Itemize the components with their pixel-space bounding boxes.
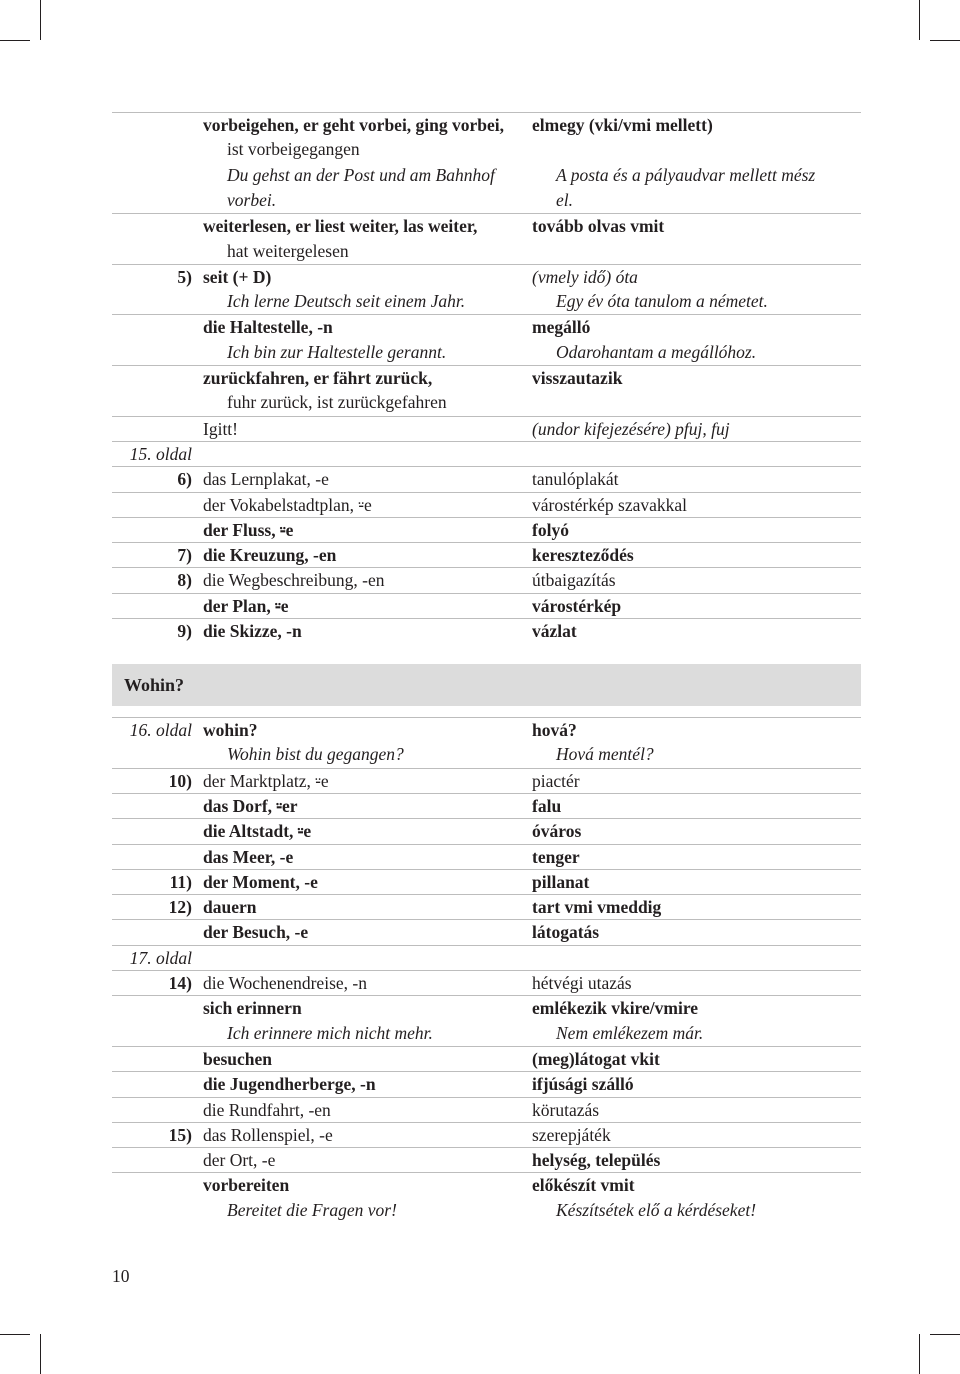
- hungarian-translation: várostérkép szavakkal: [532, 494, 687, 515]
- hungarian-translation: Készítsétek elő a kérdéseket!: [556, 1199, 757, 1220]
- german-term: der Ort, -e: [203, 1150, 276, 1171]
- hungarian-translation: pillanat: [532, 871, 590, 892]
- hungarian-translation: Egy év óta tanulom a németet.: [556, 291, 768, 312]
- hungarian-translation: ifjúsági szálló: [532, 1074, 634, 1095]
- german-term: die Haltestelle, -n: [203, 317, 333, 338]
- german-term: die Skizze, -n: [203, 621, 302, 641]
- vocab-row: [112, 717, 861, 743]
- hungarian-translation: helység, település: [532, 1150, 661, 1171]
- hungarian-translation: piactér: [532, 770, 580, 791]
- section-header: [112, 664, 861, 706]
- hungarian-translation: visszautazik: [532, 368, 623, 388]
- german-term: Ich erinnere mich nicht mehr.: [227, 1022, 433, 1043]
- vocab-row: [112, 1046, 861, 1072]
- hungarian-translation: hétvégi utazás: [532, 973, 632, 993]
- item-number: 9): [177, 621, 192, 641]
- german-term: ist vorbeigegangen: [227, 139, 360, 160]
- hungarian-translation: óváros: [532, 821, 582, 842]
- hungarian-translation: kereszteződés: [532, 545, 634, 566]
- german-term: die Wochenendreise, -n: [203, 973, 367, 993]
- vocab-row: [112, 492, 861, 518]
- german-term: seit (+ D): [203, 266, 272, 287]
- vocab-row: [112, 112, 861, 138]
- vocab-row: [112, 919, 861, 945]
- item-number: 16. oldal: [129, 720, 192, 740]
- hungarian-translation: vázlat: [532, 621, 577, 641]
- vocab-row: [112, 818, 861, 844]
- vocab-row: [112, 742, 861, 767]
- vocab-row: [112, 970, 861, 996]
- page-number: 10: [112, 1266, 130, 1286]
- german-term: der Marktplatz, ⸚e: [203, 770, 329, 791]
- german-term: das Lernplakat, -e: [203, 469, 329, 490]
- german-term: Bereitet die Fragen vor!: [227, 1199, 397, 1220]
- item-number: 17. oldal: [129, 947, 192, 968]
- german-term: der Plan, ⸚e: [203, 595, 289, 616]
- german-term: Wohin bist du gegangen?: [227, 744, 404, 765]
- item-number: 6): [177, 469, 192, 490]
- hungarian-translation: hová?: [532, 720, 577, 740]
- vocab-row: [112, 416, 861, 442]
- german-term: Du gehst an der Post und am Bahnhof: [227, 164, 495, 185]
- hungarian-translation: A posta és a pályaudvar mellett mész: [556, 164, 816, 185]
- hungarian-translation: előkészít vmit: [532, 1175, 635, 1196]
- german-term: hat weitergelesen: [227, 240, 349, 261]
- hungarian-translation: (undor kifejezésére) pfuj, fuj: [532, 418, 730, 439]
- vocab-row: [112, 618, 861, 644]
- vocab-row: [112, 894, 861, 920]
- german-term: der Fluss, ⸚e: [203, 519, 294, 540]
- hungarian-translation: várostérkép: [532, 595, 622, 616]
- german-term: Ich lerne Deutsch seit einem Jahr.: [227, 291, 466, 312]
- german-term: der Moment, -e: [203, 871, 318, 892]
- crop-mark-top-left-h: [0, 40, 30, 41]
- vocab-row: [112, 1172, 861, 1198]
- vocab-row: [112, 314, 861, 340]
- german-term: der Besuch, -e: [203, 922, 309, 943]
- vocab-row: [112, 542, 861, 568]
- item-number: 15. oldal: [129, 443, 192, 464]
- vocab-row: [112, 567, 861, 593]
- item-number: 7): [177, 545, 192, 566]
- hungarian-translation: Odarohantam a megállóhoz.: [556, 341, 757, 362]
- item-number: 10): [168, 770, 192, 791]
- vocab-row: [112, 466, 861, 492]
- crop-mark-bottom-right: [919, 1334, 920, 1374]
- vocab-row: [112, 517, 861, 543]
- vocab-row: [112, 365, 861, 391]
- german-term: die Jugendherberge, -n: [203, 1074, 376, 1095]
- german-term: fuhr zurück, ist zurückgefahren: [227, 392, 447, 413]
- item-number: 15): [168, 1124, 192, 1145]
- vocab-row: [112, 869, 861, 895]
- german-term: vorbereiten: [203, 1175, 290, 1196]
- vocab-row: [112, 390, 861, 415]
- hungarian-translation: szerepjáték: [532, 1124, 611, 1145]
- crop-mark-top-right: [919, 0, 920, 40]
- hungarian-translation: (vmely idő) óta: [532, 266, 638, 287]
- german-term: Ich bin zur Haltestelle gerannt.: [227, 341, 447, 362]
- hungarian-translation: tenger: [532, 846, 580, 867]
- vocab-row: [112, 441, 861, 467]
- german-term: die Wegbeschreibung, -en: [203, 570, 385, 591]
- german-term: vorbei.: [227, 189, 277, 210]
- vocab-row: [112, 137, 861, 162]
- crop-mark-bottom-left: [40, 1334, 41, 1374]
- vocab-row: [112, 289, 861, 314]
- item-number: 14): [168, 973, 192, 993]
- crop-mark-top-left: [40, 0, 41, 40]
- german-term: das Dorf, ⸚er: [203, 795, 298, 816]
- german-term: besuchen: [203, 1048, 273, 1069]
- hungarian-translation: Hová mentél?: [556, 744, 654, 765]
- hungarian-translation: látogatás: [532, 922, 600, 943]
- hungarian-translation: tanulóplakát: [532, 469, 619, 490]
- hungarian-translation: tart vmi vmeddig: [532, 897, 662, 918]
- german-term: das Meer, -e: [203, 846, 294, 867]
- hungarian-translation: falu: [532, 795, 562, 816]
- hungarian-translation: el.: [556, 189, 574, 210]
- german-term: die Rundfahrt, -en: [203, 1099, 331, 1120]
- item-number: 11): [169, 871, 192, 892]
- hungarian-translation: emlékezik vkire/vmire: [532, 998, 699, 1019]
- vocab-row: [112, 239, 861, 264]
- vocab-row: [112, 340, 861, 365]
- german-term: vorbeigehen, er geht vorbei, ging vorbei,: [203, 115, 505, 135]
- vocab-row: [112, 793, 861, 819]
- item-number: 12): [168, 897, 192, 918]
- german-term: zurückfahren, er fährt zurück,: [203, 368, 433, 388]
- hungarian-translation: elmegy (vki/vmi mellett): [532, 115, 713, 135]
- vocab-row: [112, 1071, 861, 1097]
- german-term: weiterlesen, er liest weiter, las weiter,: [203, 216, 478, 237]
- vocab-row: [112, 163, 861, 188]
- vocab-row: [112, 1021, 861, 1046]
- hungarian-translation: körutazás: [532, 1099, 600, 1120]
- section-title: Wohin?: [124, 675, 185, 695]
- german-term: wohin?: [203, 720, 258, 740]
- german-term: die Kreuzung, -en: [203, 545, 337, 566]
- german-term: sich erinnern: [203, 998, 302, 1019]
- vocab-row: [112, 768, 861, 794]
- vocab-row: [112, 945, 861, 971]
- vocab-row: [112, 1198, 861, 1223]
- german-term: die Altstadt, ⸚e: [203, 821, 312, 842]
- item-number: 5): [177, 266, 192, 287]
- hungarian-translation: (meg)látogat vkit: [532, 1048, 660, 1069]
- vocab-row: [112, 1147, 861, 1173]
- vocab-row: [112, 593, 861, 619]
- german-term: dauern: [203, 897, 257, 918]
- vocab-row: [112, 264, 861, 290]
- german-term: das Rollenspiel, -e: [203, 1124, 333, 1145]
- crop-mark-bottom-left-h: [0, 1334, 30, 1335]
- german-term: der Vokabelstadtplan, ⸚e: [203, 494, 372, 515]
- hungarian-translation: megálló: [532, 317, 591, 338]
- german-term: Igitt!: [203, 418, 238, 439]
- hungarian-translation: tovább olvas vmit: [532, 216, 665, 237]
- vocab-row: [112, 213, 861, 239]
- vocab-row: [112, 188, 861, 213]
- hungarian-translation: Nem emlékezem már.: [556, 1022, 704, 1043]
- vocab-row: [112, 1122, 861, 1148]
- vocab-row: [112, 844, 861, 870]
- vocab-row: [112, 995, 861, 1021]
- crop-mark-bottom-right-h: [930, 1334, 960, 1335]
- crop-mark-top-right-h: [930, 40, 960, 41]
- hungarian-translation: folyó: [532, 519, 569, 540]
- vocab-row: [112, 1097, 861, 1123]
- hungarian-translation: útbaigazítás: [532, 570, 616, 591]
- item-number: 8): [177, 570, 192, 591]
